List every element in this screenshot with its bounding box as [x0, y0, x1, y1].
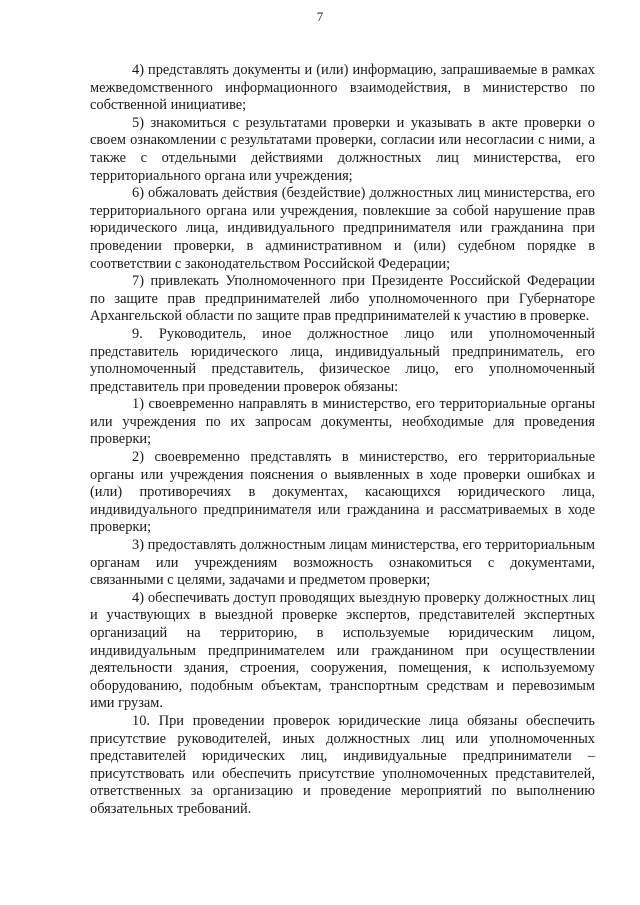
page-number: 7 — [316, 9, 324, 24]
document-body — [90, 62, 595, 819]
paragraph-section-9: 9. Руководитель, иное должностное лицо или уполномоченный представитель юридического лица, индивидуальный предприниматель, его уполномоченный представитель, физическое лицо, его уполномоченный представитель при проведении проверок обязаны: — [90, 325, 595, 395]
paragraph-duty-2: 2) своевременно представлять в министерство, его территориальные органы или учреждения пояснения о выявленных в ходе проверки ошибках и (или) противоречиях в документах, касающихся юридического лица, индивидуального предпринимателя или гражданина и рассматриваемых в ходе проверки; — [90, 449, 595, 536]
paragraph-item-6: 6) обжаловать действия (бездействие) должностных лиц министерства, его территориального органа или учреждения, повлекшие за собой нарушение прав юридического лица, индивидуального предпринимателя или гражданина при проведении проверки, в административном и (или) судебном порядке в соответствии с законодательством Российской Федерации; — [90, 185, 595, 272]
paragraph-duty-1: 1) своевременно направлять в министерство, его территориальные органы или учреждения по их запросам документы, необходимые для проведения проверки; — [90, 396, 595, 448]
paragraph-item-4: 4) представлять документы и (или) информацию, запрашиваемые в рамках межведомственного информационного взаимодействия, в министерство по собственной инициативе; — [90, 62, 595, 114]
paragraph-item-5: 5) знакомиться с результатами проверки и указывать в акте проверки о своем ознакомлении с результатами проверки, согласии или несогласии с ними, а также с отдельными действиями должностных лиц министерства, его территориального органа или учреждения; — [90, 114, 595, 184]
paragraph-duty-4: 4) обеспечивать доступ проводящих выездную проверку должностных лиц и участвующих в выездной проверке экспертов, представителей экспертных организаций на территорию, в используемые юридическим лицом, индивидуальным предпринимателем или гражданином при осуществлении деятельности здания, строения, сооружения, помещения, к используемому оборудованию, подобным объектам, транспортным средствам и перевозимым ими грузам. — [90, 589, 595, 712]
paragraph-section-10: 10. При проведении проверок юридические лица обязаны обеспечить присутствие руководителей, иных должностных лиц или уполномоченных представителей юридических лиц, индивидуальные предприниматели – присутствовать или обеспечить присутствие уполномоченных представителей, ответственных за организацию и проведение мероприятий по выполнению обязательных требований. — [90, 712, 595, 817]
paragraph-item-7: 7) привлекать Уполномоченного при Президенте Российской Федерации по защите прав предпринимателей либо уполномоченного при Губернаторе Архангельской области по защите прав предпринимателей к участию в проверке. — [90, 273, 595, 325]
paragraph-duty-3: 3) предоставлять должностным лицам министерства, его территориальным органам или учреждениям возможность ознакомиться с документами, связанными с целями, задачами и предметом проверки; — [90, 537, 595, 589]
